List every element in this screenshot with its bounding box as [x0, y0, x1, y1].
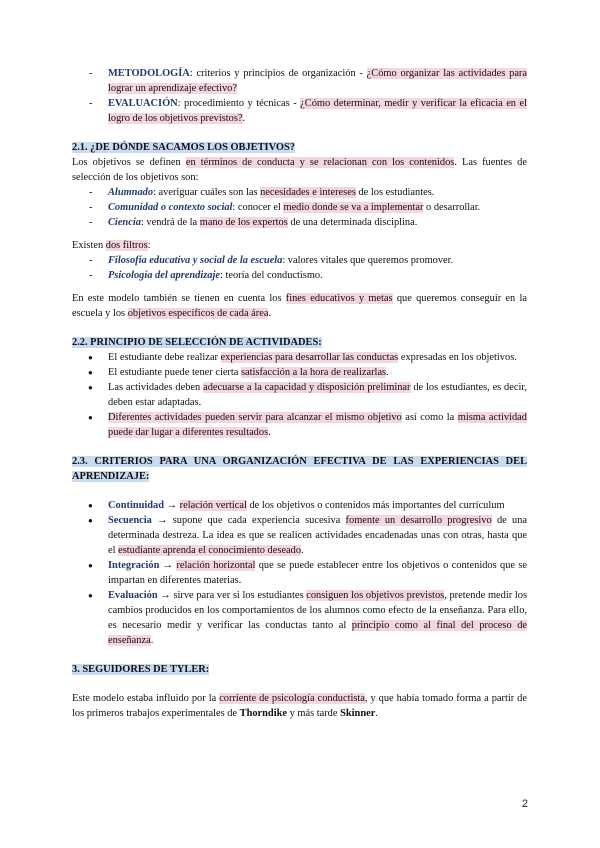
section-heading-3: 3. SEGUIDORES DE TYLER: — [72, 664, 210, 675]
paragraph: Los objetivos se definen en términos de conducta y se relacionan con los contenidos. Las fuentes de selección de los objetivos son: — [72, 157, 527, 183]
section-heading-2-1: 2.1. ¿DE DÓNDE SACAMOS LOS OBJETIVOS? — [72, 142, 295, 153]
list-item: - Filosofía educativa y social de la escuela: valores vitales que queremos promover. — [72, 253, 527, 268]
list-item: ● Diferentes actividades pueden servir para alcanzar el mismo objetivo así como la misma actividad puede dar lugar a diferentes resultados. — [72, 410, 527, 440]
activities-list — [72, 350, 527, 440]
section-heading-2-2: 2.2. PRINCIPIO DE SELECCIÓN DE ACTIVIDADES: — [72, 337, 322, 348]
filters-list — [72, 253, 527, 283]
list-item: - EVALUACIÓN: procedimiento y técnicas - ¿Cómo determinar, medir y verificar la eficacia en el logro de los objetivos previstos?. — [72, 96, 527, 126]
list-item: ● El estudiante debe realizar experiencias para desarrollar las conductas expresadas en los objetivos. — [72, 350, 527, 365]
paragraph: En este modelo también se tienen en cuenta los fines educativos y metas que queremos conseguir en la escuela y los objetivos específicos de cada área. — [72, 293, 527, 319]
list-item: - Comunidad o contexto social: conocer el medio donde se va a implementar o desarrollar. — [72, 200, 527, 215]
list-item: - Ciencia: vendrá de la mano de los expertos de una determinada disciplina. — [72, 215, 527, 230]
criteria-list — [72, 498, 527, 648]
list-item: ● El estudiante puede tener cierta satisfacción a la hora de realizarlas. — [72, 365, 527, 380]
list-item: ● Integración → relación horizontal que se puede establecer entre los objetivos o contenidos que se impartan en diferentes materias. — [72, 558, 527, 588]
page-number: 2 — [521, 798, 528, 810]
term: METODOLOGÍA — [108, 68, 190, 79]
list-item: ● Continuidad → relación vertical de los objetivos o contenidos más importantes del currículum — [72, 498, 527, 513]
document-page — [72, 66, 527, 721]
list-item: - METODOLOGÍA: criterios y principios de organización - ¿Cómo organizar las actividades para lograr un aprendizaje efectivo? — [72, 66, 527, 96]
paragraph: Existen dos filtros: — [72, 240, 151, 251]
paragraph: Este modelo estaba influido por la corriente de psicología conductista, y que había tomado forma a partir de los primeros trabajos experimentales de Thorndike y más tarde Skinner. — [72, 693, 527, 719]
term: EVALUACIÓN — [108, 98, 178, 109]
list-item: ● Las actividades deben adecuarse a la capacidad y disposición preliminar de los estudiantes, es decir, deben estar adaptadas. — [72, 380, 527, 410]
list-item: ● Secuencia → supone que cada experiencia sucesiva fomente un desarrollo progresivo de una determinada destreza. La idea es que se realicen actividades encadenadas unas con otras, hasta que el estudiante aprenda el conocimiento deseado. — [72, 513, 527, 558]
list-item: - Psicología del aprendizaje: teoría del conductismo. — [72, 268, 527, 283]
list-item: ● Evaluación → sirve para ver si los estudiantes consiguen los objetivos previstos, pretende medir los cambios producidos en los comportamientos de los alumnos como efecto de la enseñanza. Para ello, es necesario medir y verificar las conductas tanto al principio como al final del proceso de enseñanza. — [72, 588, 527, 648]
section-heading-2-3: 2.3. CRITERIOS PARA UNA ORGANIZACIÓN EFECTIVA DE LAS EXPERIENCIAS DEL APRENDIZAJE: — [72, 456, 527, 482]
list-item: - Alumnado: averiguar cuáles son las necesidades e intereses de los estudiantes. — [72, 185, 527, 200]
intro-list — [72, 66, 527, 126]
sources-list — [72, 185, 527, 230]
